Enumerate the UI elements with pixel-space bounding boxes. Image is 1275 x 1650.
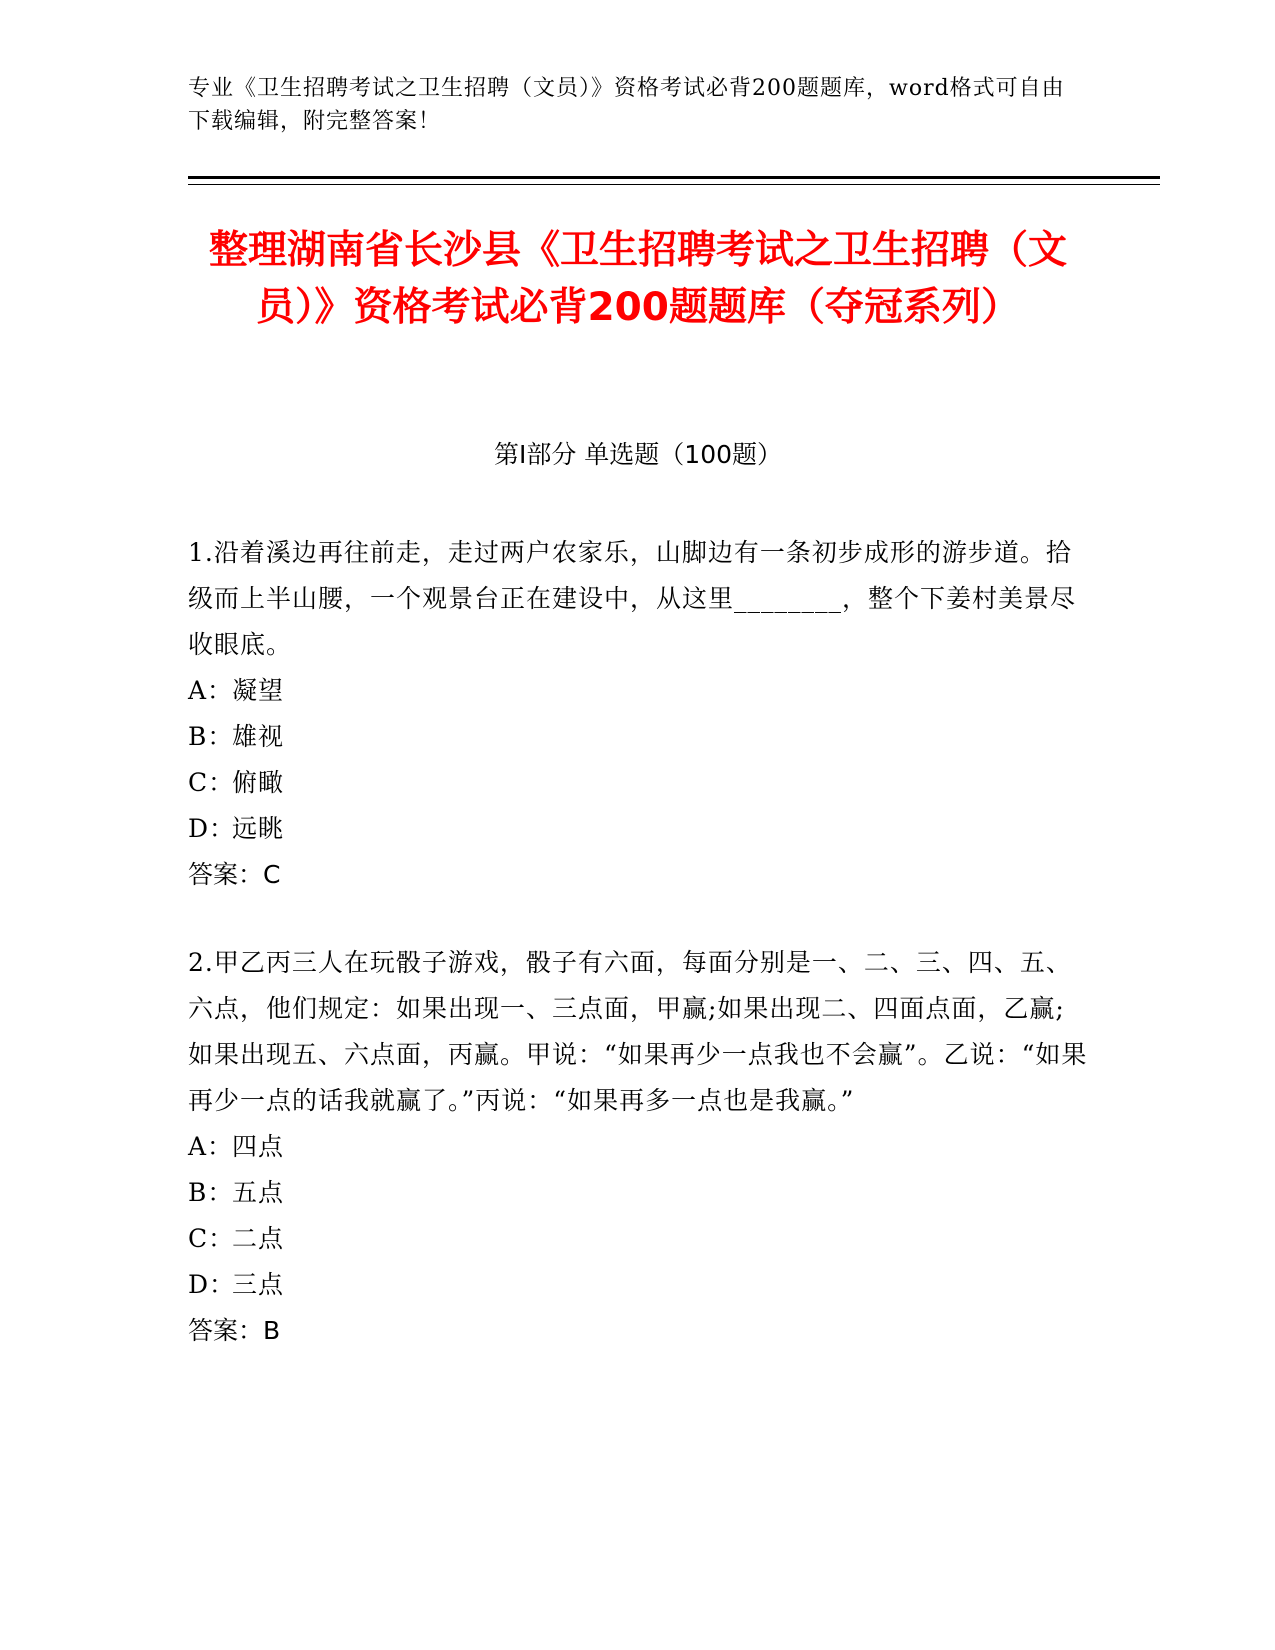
option-key: D： xyxy=(188,1270,236,1299)
option-text: 雄视 xyxy=(232,722,285,751)
option-b xyxy=(188,1170,1088,1216)
option-text: 二点 xyxy=(232,1224,285,1253)
question-stem: 1.沿着溪边再往前走，走过两户农家乐，山脚边有一条初步成形的游步道。拾级而上半山腰，一个观景台正在建设中，从这里________，整个下姜村美景尽收眼底。 xyxy=(188,538,1077,659)
option-text: 五点 xyxy=(232,1178,285,1207)
option-a xyxy=(188,668,1088,714)
option-a xyxy=(188,1124,1088,1170)
option-key: D： xyxy=(188,814,236,843)
option-c xyxy=(188,1216,1088,1262)
question-2 xyxy=(188,940,1088,1354)
header-note: 专业《卫生招聘考试之卫生招聘（文员）》资格考试必背200题题库，word格式可自由下载编辑，附完整答案！ xyxy=(188,76,1065,134)
question-1 xyxy=(188,530,1088,898)
option-c xyxy=(188,760,1088,806)
question-stem: 2.甲乙丙三人在玩骰子游戏，骰子有六面，每面分别是一、二、三、四、五、六点，他们规定：如果出现一、三点面，甲赢;如果出现二、四面点面，乙赢;如果出现五、六点面，丙赢。甲说：“如果再少一点我也不会赢”。乙说：“如果再少一点的话我就赢了。”丙说：“如果再多一点也是我赢。” xyxy=(188,948,1088,1115)
option-b xyxy=(188,714,1088,760)
header-rule-thick xyxy=(188,176,1160,179)
option-key: A： xyxy=(188,1132,234,1161)
header-rule-thin xyxy=(188,184,1160,185)
answer-line: 答案：B xyxy=(188,1316,281,1345)
option-key: B： xyxy=(188,1178,234,1207)
option-text: 远眺 xyxy=(232,814,285,843)
option-text: 四点 xyxy=(232,1132,285,1161)
option-key: C： xyxy=(188,1224,235,1253)
option-key: B： xyxy=(188,722,234,751)
answer-line: 答案：C xyxy=(188,860,281,889)
document-title: 整理湖南省长沙县《卫生招聘考试之卫生招聘（文员）》资格考试必背200题题库（夺冠系列） xyxy=(208,228,1067,330)
section-title: 第I部分 单选题（100题） xyxy=(493,440,783,469)
option-d xyxy=(188,806,1088,852)
option-text: 凝望 xyxy=(232,676,285,705)
option-text: 三点 xyxy=(232,1270,285,1299)
option-key: A： xyxy=(188,676,234,705)
option-d xyxy=(188,1262,1088,1308)
option-key: C： xyxy=(188,768,235,797)
option-text: 俯瞰 xyxy=(232,768,285,797)
